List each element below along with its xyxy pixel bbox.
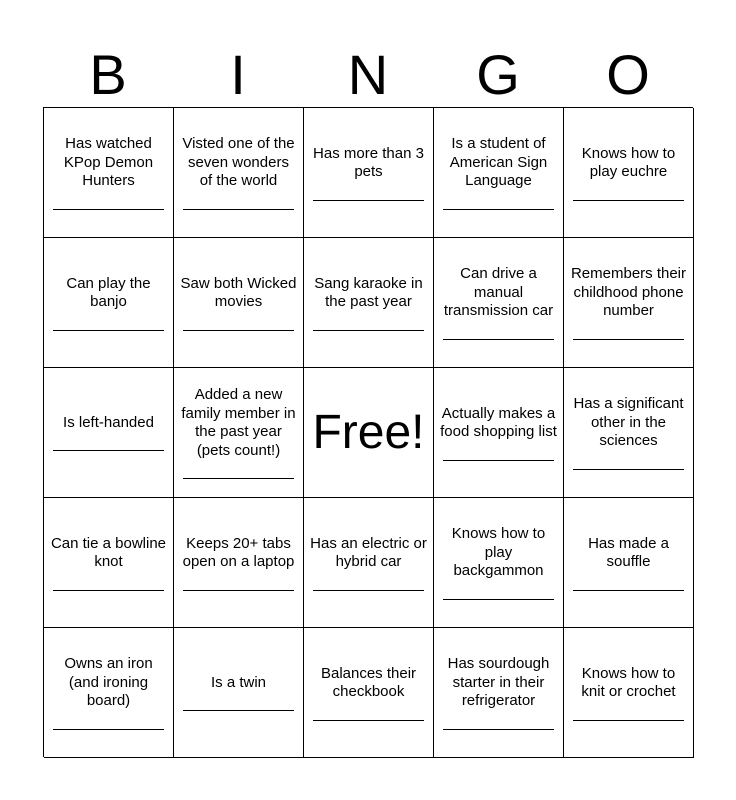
bingo-cell — [44, 628, 174, 758]
header-letter-b: B — [89, 43, 127, 106]
header-letter-o: O — [606, 43, 650, 106]
bingo-cell — [304, 498, 434, 628]
header-letter-i: I — [230, 43, 246, 106]
bingo-cell — [434, 628, 564, 758]
bingo-cell — [174, 628, 304, 758]
cell-prompt: Sang karaoke in the past year — [314, 274, 423, 310]
cell-prompt: Is a twin — [210, 673, 267, 691]
signature-line — [183, 590, 294, 591]
cell-prompt: Saw both Wicked movies — [180, 274, 297, 310]
signature-line — [53, 330, 164, 331]
signature-line — [573, 469, 684, 470]
cell-prompt: Is left-handed — [63, 413, 154, 431]
bingo-cell — [44, 238, 174, 368]
bingo-cell — [304, 628, 434, 758]
signature-line — [573, 200, 684, 201]
signature-line — [443, 209, 554, 210]
cell-prompt: Can tie a bowline knot — [50, 534, 167, 570]
signature-line — [53, 450, 164, 451]
bingo-grid — [43, 107, 693, 757]
bingo-cell — [434, 368, 564, 498]
signature-line — [53, 729, 164, 730]
bingo-cell — [434, 108, 564, 238]
cell-prompt: Knows how to play euchre — [581, 144, 676, 180]
bingo-cell — [564, 108, 694, 238]
cell-prompt: Is a student of American Sign Language — [449, 135, 548, 190]
bingo-cell — [44, 368, 174, 498]
bingo-cell — [564, 368, 694, 498]
cell-prompt: Has made a souffle — [588, 534, 669, 570]
cell-prompt: Visted one of the seven wonders of the world — [182, 135, 295, 190]
header-letter-n: N — [347, 43, 389, 106]
bingo-cell — [434, 238, 564, 368]
signature-line — [183, 209, 294, 210]
cell-prompt: Owns an iron (and ironing board) — [64, 655, 153, 710]
bingo-cell — [564, 498, 694, 628]
signature-line — [183, 478, 294, 479]
cell-prompt: Has a significant other in the sciences — [573, 395, 684, 450]
cell-prompt: Has an electric or hybrid car — [310, 534, 427, 570]
bingo-cell — [304, 108, 434, 238]
cell-prompt: Has sourdough starter in their refrigerator — [447, 655, 550, 710]
free-space-cell — [304, 368, 434, 498]
cell-prompt: Remembers their childhood phone number — [570, 265, 687, 320]
signature-line — [53, 209, 164, 210]
cell-prompt: Has watched KPop Demon Hunters — [63, 135, 154, 190]
bingo-cell — [304, 238, 434, 368]
signature-line — [443, 729, 554, 730]
signature-line — [443, 339, 554, 340]
signature-line — [443, 460, 554, 461]
signature-line — [313, 590, 424, 591]
bingo-cell — [564, 628, 694, 758]
cell-prompt: Balances their checkbook — [320, 664, 417, 700]
bingo-cell — [434, 498, 564, 628]
bingo-cell — [44, 498, 174, 628]
free-space-label: Free! — [312, 405, 425, 459]
cell-prompt: Added a new family member in the past year (pets count!) — [181, 386, 296, 459]
cell-prompt: Actually makes a food shopping list — [440, 404, 557, 440]
bingo-cell — [174, 368, 304, 498]
bingo-cell — [44, 108, 174, 238]
signature-line — [573, 590, 684, 591]
cell-prompt: Keeps 20+ tabs open on a laptop — [182, 534, 295, 570]
cell-prompt: Has more than 3 pets — [313, 144, 424, 180]
bingo-header — [43, 42, 693, 108]
signature-line — [573, 720, 684, 721]
cell-prompt: Can drive a manual transmission car — [443, 265, 554, 320]
signature-line — [443, 599, 554, 600]
signature-line — [573, 339, 684, 340]
signature-line — [183, 710, 294, 711]
cell-prompt: Can play the banjo — [66, 274, 151, 310]
signature-line — [313, 720, 424, 721]
cell-prompt: Knows how to play backgammon — [451, 525, 546, 580]
signature-line — [183, 330, 294, 331]
bingo-cell — [564, 238, 694, 368]
header-letter-g: G — [476, 43, 520, 106]
bingo-cell — [174, 108, 304, 238]
bingo-cell — [174, 498, 304, 628]
cell-prompt: Knows how to knit or crochet — [581, 664, 676, 700]
bingo-cell — [174, 238, 304, 368]
signature-line — [53, 590, 164, 591]
signature-line — [313, 200, 424, 201]
signature-line — [313, 330, 424, 331]
